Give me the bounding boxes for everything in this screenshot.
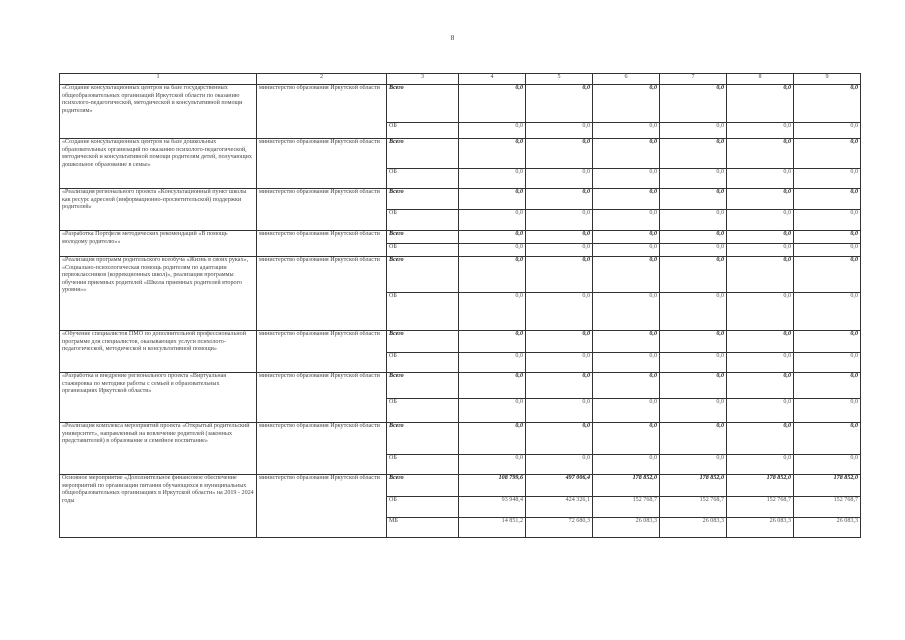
amount-cell: 0,0 (459, 293, 526, 331)
column-number: 5 (526, 74, 593, 85)
amount-cell: 152 768,7 (593, 497, 660, 518)
amount-cell: 0,0 (794, 244, 861, 257)
responsible-executor: министерство образования Иркутской области (257, 189, 387, 231)
amount-cell: 0,0 (459, 169, 526, 189)
activity-name: «Реализация программ родительского всеобуча «Жизнь в своих руках», «Социально-психологическая помощь родителям по адаптации первоклассников (коррекционных школ)», реализация программы обучения приемных родителей «Школа приемных родителей второго уровня»» (60, 257, 257, 331)
table-row (60, 85, 861, 123)
amount-cell: 0,0 (727, 423, 794, 455)
activity-name: «Обучение специалистов ПМО по дополнительной профессиональной программе для специалистов, оказывающих услуги психолого-педагогической, методической и консультативной помощи» (60, 331, 257, 373)
amount-cell: 0,0 (526, 123, 593, 139)
amount-cell: 26 083,3 (727, 518, 794, 538)
column-number: 7 (660, 74, 727, 85)
amount-cell: 0,0 (593, 210, 660, 231)
amount-cell: 0,0 (794, 293, 861, 331)
amount-cell: 497 006,4 (526, 475, 593, 497)
amount-cell: 0,0 (593, 423, 660, 455)
amount-cell: 0,0 (526, 244, 593, 257)
amount-cell: 0,0 (794, 331, 861, 353)
amount-cell: 0,0 (593, 139, 660, 169)
amount-cell: 0,0 (459, 231, 526, 244)
amount-cell: 0,0 (727, 353, 794, 373)
column-number: 8 (727, 74, 794, 85)
table-row (60, 373, 861, 399)
amount-cell: 0,0 (660, 455, 727, 475)
activity-name: Основное мероприятие «Дополнительное финансовое обеспечение мероприятий по организации питания обучающихся в муниципальных общеобразовательных организациях в Иркутской области» на 2019 - 2024 годы (60, 475, 257, 538)
activity-name: «Создание консультационных центров на базе дошкольных образовательных организаций по оказанию психолого-педагогической, методической и консультативной помощи родителям детей, получающих дошкольное образование в семье» (60, 139, 257, 189)
amount-cell: 0,0 (794, 139, 861, 169)
amount-cell: 0,0 (660, 293, 727, 331)
amount-cell: 0,0 (526, 331, 593, 353)
amount-cell: 0,0 (660, 123, 727, 139)
amount-cell: 0,0 (660, 189, 727, 210)
responsible-executor: министерство образования Иркутской области (257, 373, 387, 423)
amount-cell: 0,0 (794, 353, 861, 373)
column-number: 6 (593, 74, 660, 85)
funding-source: ОБ (387, 210, 459, 231)
amount-cell: 0,0 (794, 257, 861, 293)
amount-cell: 0,0 (660, 231, 727, 244)
amount-cell: 0,0 (526, 423, 593, 455)
activity-name: «Реализация регионального проекта «Консультационный пункт школы как ресурс адресной (информационно-просветительской) поддержки родителей» (60, 189, 257, 231)
table-row (60, 423, 861, 455)
amount-cell: 0,0 (593, 353, 660, 373)
amount-cell: 0,0 (660, 353, 727, 373)
amount-cell: 0,0 (459, 85, 526, 123)
amount-cell: 0,0 (526, 455, 593, 475)
amount-cell: 0,0 (459, 423, 526, 455)
funding-source: Всего (387, 231, 459, 244)
amount-cell: 0,0 (459, 139, 526, 169)
amount-cell: 0,0 (727, 373, 794, 399)
funding-source: Всего (387, 257, 459, 293)
amount-cell: 0,0 (727, 257, 794, 293)
amount-cell: 0,0 (593, 257, 660, 293)
amount-cell: 424 326,1 (526, 497, 593, 518)
amount-cell: 0,0 (459, 331, 526, 353)
funding-source: Всего (387, 331, 459, 353)
amount-cell: 178 852,0 (727, 475, 794, 497)
funding-source: Всего (387, 475, 459, 497)
amount-cell: 152 768,7 (727, 497, 794, 518)
amount-cell: 0,0 (593, 293, 660, 331)
responsible-executor: министерство образования Иркутской области (257, 423, 387, 475)
amount-cell: 0,0 (660, 139, 727, 169)
header-row (60, 74, 861, 85)
amount-cell: 0,0 (593, 85, 660, 123)
amount-cell: 0,0 (660, 257, 727, 293)
funding-source: ОБ (387, 169, 459, 189)
activity-name: «Реализация комплекса мероприятий проекта «Открытый родительский университет», направленный на вовлечение родителей (законных представителей) в образование и семейное воспитание» (60, 423, 257, 475)
amount-cell: 0,0 (526, 353, 593, 373)
amount-cell: 0,0 (727, 189, 794, 210)
amount-cell: 0,0 (727, 210, 794, 231)
funding-source: ОБ (387, 399, 459, 423)
amount-cell: 0,0 (660, 210, 727, 231)
amount-cell: 0,0 (727, 169, 794, 189)
amount-cell: 0,0 (660, 331, 727, 353)
funding-source: ОБ (387, 497, 459, 518)
column-number: 1 (60, 74, 257, 85)
amount-cell: 0,0 (660, 85, 727, 123)
column-number: 3 (387, 74, 459, 85)
amount-cell: 0,0 (459, 123, 526, 139)
amount-cell: 0,0 (526, 373, 593, 399)
activity-name: «Разработка Портфеля методических рекомендаций «В помощь молодому родителю»» (60, 231, 257, 257)
column-number: 9 (794, 74, 861, 85)
amount-cell: 26 083,3 (660, 518, 727, 538)
amount-cell: 0,0 (660, 244, 727, 257)
budget-table (59, 73, 861, 538)
amount-cell: 0,0 (794, 373, 861, 399)
amount-cell: 0,0 (593, 169, 660, 189)
amount-cell: 0,0 (660, 373, 727, 399)
activity-name: «Создание консультационных центров на базе государственных общеобразовательных организаций Иркутской области по оказанию психолого-педагогической, методической и консультативной помощи родителям» (60, 85, 257, 139)
amount-cell: 0,0 (727, 455, 794, 475)
amount-cell: 0,0 (727, 123, 794, 139)
funding-source: Всего (387, 139, 459, 169)
amount-cell: 93 948,4 (459, 497, 526, 518)
table-row (60, 331, 861, 353)
amount-cell: 0,0 (526, 399, 593, 423)
column-number: 4 (459, 74, 526, 85)
funding-source: ОБ (387, 353, 459, 373)
amount-cell: 0,0 (794, 85, 861, 123)
funding-source: ОБ (387, 123, 459, 139)
amount-cell: 0,0 (459, 399, 526, 423)
amount-cell: 0,0 (593, 189, 660, 210)
amount-cell: 0,0 (727, 331, 794, 353)
amount-cell: 0,0 (593, 231, 660, 244)
responsible-executor: министерство образования Иркутской области (257, 257, 387, 331)
amount-cell: 0,0 (593, 331, 660, 353)
amount-cell: 0,0 (459, 455, 526, 475)
amount-cell: 0,0 (526, 189, 593, 210)
page-number: 8 (450, 34, 455, 42)
amount-cell: 0,0 (593, 399, 660, 423)
amount-cell: 0,0 (660, 423, 727, 455)
funding-source: ОБ (387, 455, 459, 475)
amount-cell: 178 852,0 (794, 475, 861, 497)
amount-cell: 0,0 (794, 399, 861, 423)
amount-cell: 0,0 (593, 373, 660, 399)
table-row (60, 231, 861, 244)
table-row (60, 189, 861, 210)
amount-cell: 0,0 (660, 399, 727, 423)
amount-cell: 0,0 (794, 123, 861, 139)
funding-source: ОБ (387, 293, 459, 331)
amount-cell: 0,0 (459, 210, 526, 231)
amount-cell: 0,0 (526, 139, 593, 169)
amount-cell: 0,0 (593, 123, 660, 139)
amount-cell: 0,0 (727, 231, 794, 244)
funding-source: МБ (387, 518, 459, 538)
amount-cell: 0,0 (459, 257, 526, 293)
amount-cell: 0,0 (794, 189, 861, 210)
amount-cell: 26 083,3 (794, 518, 861, 538)
amount-cell: 0,0 (727, 139, 794, 169)
amount-cell: 0,0 (526, 293, 593, 331)
amount-cell: 108 799,6 (459, 475, 526, 497)
amount-cell: 0,0 (459, 373, 526, 399)
amount-cell: 14 851,2 (459, 518, 526, 538)
table-row (60, 257, 861, 293)
amount-cell: 0,0 (459, 244, 526, 257)
responsible-executor: министерство образования Иркутской области (257, 85, 387, 139)
amount-cell: 0,0 (794, 423, 861, 455)
responsible-executor: министерство образования Иркутской области (257, 139, 387, 189)
amount-cell: 0,0 (794, 231, 861, 244)
amount-cell: 0,0 (526, 210, 593, 231)
amount-cell: 0,0 (526, 85, 593, 123)
amount-cell: 72 680,3 (526, 518, 593, 538)
amount-cell: 0,0 (794, 169, 861, 189)
amount-cell: 0,0 (526, 257, 593, 293)
funding-source: Всего (387, 423, 459, 455)
funding-source: Всего (387, 373, 459, 399)
amount-cell: 0,0 (459, 353, 526, 373)
amount-cell: 152 768,7 (660, 497, 727, 518)
amount-cell: 178 852,0 (593, 475, 660, 497)
column-number: 2 (257, 74, 387, 85)
amount-cell: 0,0 (794, 210, 861, 231)
amount-cell: 0,0 (459, 189, 526, 210)
amount-cell: 0,0 (794, 455, 861, 475)
amount-cell: 0,0 (526, 169, 593, 189)
responsible-executor: министерство образования Иркутской области (257, 475, 387, 538)
amount-cell: 0,0 (727, 85, 794, 123)
amount-cell: 152 768,7 (794, 497, 861, 518)
amount-cell: 178 852,0 (660, 475, 727, 497)
amount-cell: 0,0 (727, 399, 794, 423)
funding-source: Всего (387, 189, 459, 210)
activity-name: «Разработка и внедрение регионального проекта «Виртуальная стажировка по методике работы с семьей в образовательных организациях Иркутской области» (60, 373, 257, 423)
amount-cell: 0,0 (593, 455, 660, 475)
funding-source: ОБ (387, 244, 459, 257)
amount-cell: 0,0 (593, 244, 660, 257)
responsible-executor: министерство образования Иркутской области (257, 331, 387, 373)
amount-cell: 0,0 (526, 231, 593, 244)
table-row (60, 475, 861, 497)
table-row (60, 139, 861, 169)
funding-source: Всего (387, 85, 459, 123)
amount-cell: 0,0 (727, 293, 794, 331)
amount-cell: 0,0 (727, 244, 794, 257)
responsible-executor: министерство образования Иркутской области (257, 231, 387, 257)
amount-cell: 26 083,3 (593, 518, 660, 538)
amount-cell: 0,0 (660, 169, 727, 189)
